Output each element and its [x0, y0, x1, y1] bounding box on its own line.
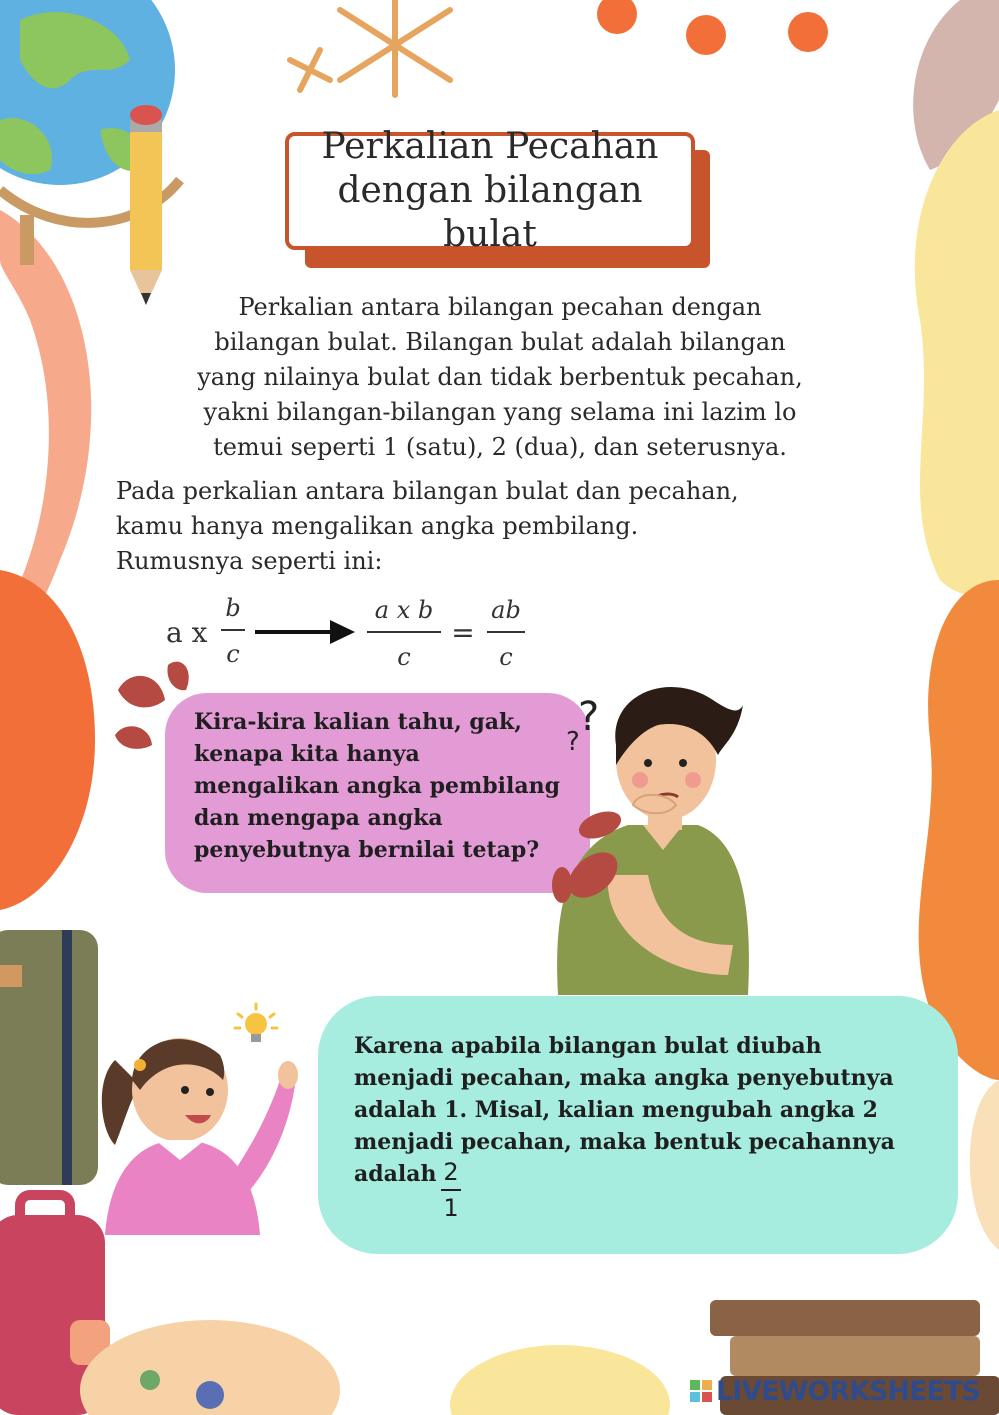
fraction-denominator: 1 [443, 1194, 459, 1222]
question-line: kenapa kita hanya [194, 741, 420, 767]
formula-equals: = [451, 616, 475, 649]
answer-line: menjadi pecahan, maka bentuk pecahannya [354, 1129, 895, 1155]
question-marks-icon: ? [578, 694, 600, 740]
answer-line: Karena apabila bilangan bulat diubah [354, 1033, 822, 1059]
orange-dot [788, 12, 828, 52]
svg-text:?: ? [566, 727, 580, 757]
paragraph-line: Pada perkalian antara bilangan bulat dan pecahan, [116, 477, 739, 505]
title-card [285, 126, 695, 255]
intro-paragraph [170, 290, 830, 465]
liveworksheets-logo-icon [690, 1380, 712, 1402]
notebook-illustration [0, 930, 98, 1185]
star-doodle [290, 0, 450, 95]
formula-mid-numerator: a x b [374, 596, 434, 624]
answer-line: menjadi pecahan, maka angka penyebutnya [354, 1065, 894, 1091]
question-line: dan mengapa angka [194, 805, 443, 831]
formula-frac1-denominator: c [226, 640, 240, 668]
paragraph-line: kamu hanya mengalikan angka pembilang. [116, 512, 639, 540]
answer-line: adalah [354, 1161, 437, 1187]
formula-mid-denominator: c [397, 643, 411, 671]
question-line: penyebutnya bernilai tetap? [194, 837, 540, 863]
fraction-bar [441, 1189, 461, 1191]
orange-blob-left [0, 570, 95, 910]
thinking-boy-illustration [548, 675, 758, 995]
formula-right-denominator: c [499, 643, 513, 671]
orange-dot [597, 0, 637, 34]
formula-explanation [116, 474, 836, 579]
answer-line: adalah 1. Misal, kalian mengubah angka 2 [354, 1097, 878, 1123]
intro-line: yakni bilangan-bilangan yang selama ini lazim lo [203, 398, 797, 426]
intro-line: yang nilainya bulat dan tidak berbentuk pecahan, [197, 363, 803, 391]
formula-frac1-numerator: b [225, 594, 241, 622]
multiplication-formula [160, 590, 560, 680]
title-line-2: dengan bilangan bulat [337, 170, 643, 255]
arrow-head-icon [330, 620, 355, 644]
paragraph-line: Rumusnya seperti ini: [116, 547, 383, 575]
happy-girl-illustration [85, 1020, 315, 1235]
red-petal-decoration [118, 676, 165, 708]
yellow-blob-right [915, 110, 999, 597]
intro-line: bilangan bulat. Bilangan bulat adalah bilangan [214, 328, 786, 356]
formula-left-term: a x [166, 616, 208, 649]
yellow-blob-bottom [450, 1345, 670, 1415]
question-line: Kira-kira kalian tahu, gak, [194, 709, 522, 735]
intro-line: temui seperti 1 (satu), 2 (dua), dan seterusnya. [213, 433, 787, 461]
paint-palette-illustration [80, 1320, 340, 1415]
question-text [194, 706, 584, 866]
pencil-illustration [130, 105, 162, 305]
fraction-numerator: 2 [443, 1158, 459, 1186]
red-petal-decoration [115, 726, 152, 749]
title-line-1: Perkalian Pecahan [321, 126, 659, 167]
intro-line: Perkalian antara bilangan pecahan dengan [238, 293, 762, 321]
formula-right-numerator: ab [491, 596, 521, 624]
liveworksheets-watermark[interactable]: LIVEWORKSHEETS [716, 1376, 980, 1407]
fraction-two-over-one [441, 1158, 461, 1222]
orange-dot [686, 15, 726, 55]
question-line: mengalikan angka pembilang [194, 773, 560, 799]
